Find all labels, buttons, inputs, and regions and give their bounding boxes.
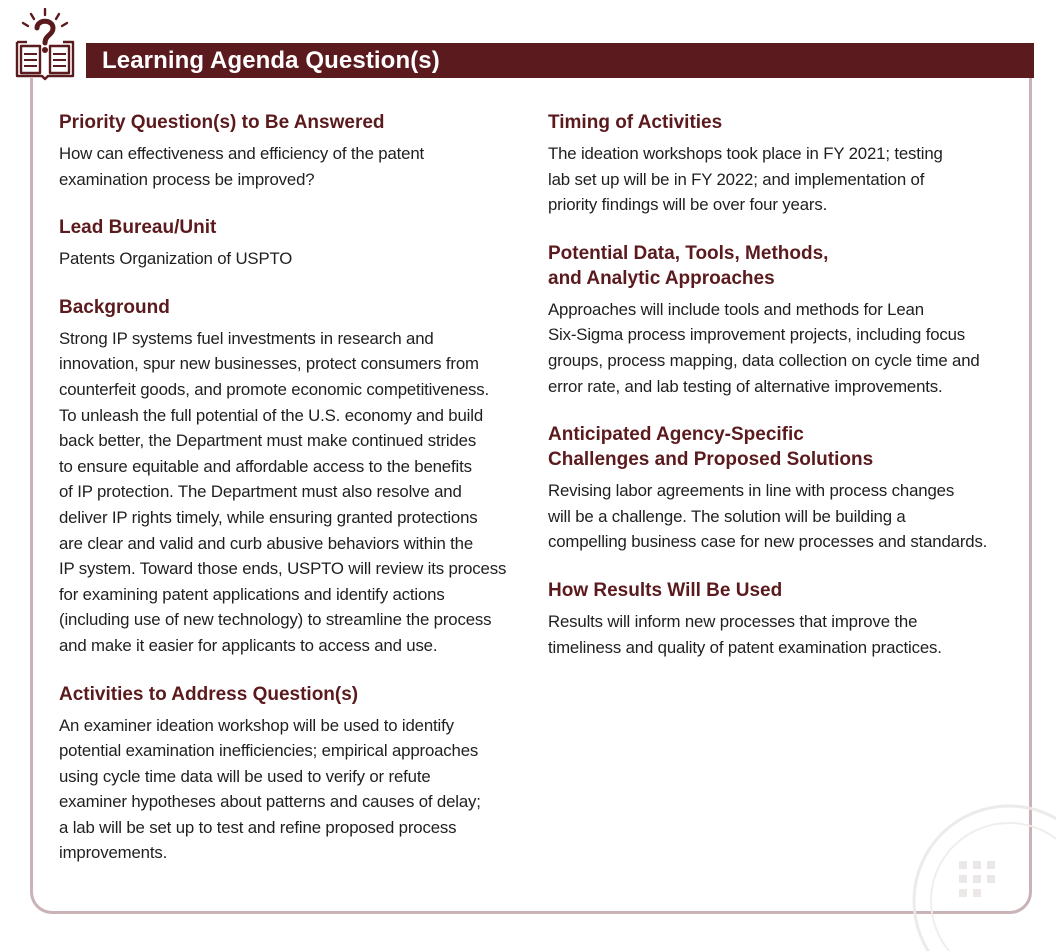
results-heading: How Results Will Be Used bbox=[548, 579, 783, 601]
timing-section bbox=[548, 110, 1018, 218]
section-header-bar bbox=[86, 43, 1034, 78]
data-tools-heading: Potential Data, Tools, Methods, and Analytic Approaches bbox=[548, 242, 829, 289]
background-section bbox=[59, 295, 519, 659]
activities-text: An examiner ideation workshop will be used to identify potential examination inefficiencies; empirical approaches using cycle time data will be used to verify or refute examiner hypotheses about patterns and causes of delay; a lab will be set up to test and refine proposed process improvements. bbox=[59, 715, 481, 863]
challenges-section bbox=[548, 422, 1018, 555]
challenges-text: Revising labor agreements in line with process changes will be a challenge. The solution will be building a compelling business case for new processes and standards. bbox=[548, 481, 988, 552]
section-title: Learning Agenda Question(s) bbox=[102, 47, 440, 74]
data-tools-section bbox=[548, 241, 1018, 399]
timing-text: The ideation workshops took place in FY 2021; testing lab set up will be in FY 2022; and implementation of priority findings will be over four years. bbox=[548, 144, 943, 215]
book-question-icon bbox=[12, 8, 78, 82]
right-column bbox=[548, 110, 1018, 683]
results-text: Results will inform new processes that improve the timeliness and quality of patent examination practices. bbox=[548, 611, 942, 657]
priority-question-section bbox=[59, 110, 519, 192]
data-tools-text: Approaches will include tools and methods for Lean Six-Sigma process improvement projects, including focus groups, process mapping, data collection on cycle time and error rate, and lab testing of alternative improvements. bbox=[548, 299, 980, 396]
priority-question-text: How can effectiveness and efficiency of the patent examination process be improved? bbox=[59, 144, 425, 189]
priority-question-heading: Priority Question(s) to Be Answered bbox=[59, 112, 385, 133]
timing-heading: Timing of Activities bbox=[548, 112, 723, 133]
background-heading: Background bbox=[59, 296, 170, 318]
lead-bureau-heading: Lead Bureau/Unit bbox=[59, 217, 217, 239]
lead-bureau-text: Patents Organization of USPTO bbox=[59, 249, 293, 269]
challenges-heading: Anticipated Agency-Specific Challenges and Proposed Solutions bbox=[548, 424, 874, 471]
results-section bbox=[548, 578, 1018, 660]
activities-heading: Activities to Address Question(s) bbox=[59, 683, 359, 705]
activities-section bbox=[59, 682, 519, 867]
watermark-decoration-icon bbox=[889, 781, 1056, 951]
background-text: Strong IP systems fuel investments in research and innovation, spur new businesses, protect consumers from counterfeit goods, and promote economic competitiveness. To unleash the full potential of the U.S. economy and build back better, the Department must make continued strides to ensure equitable and affordable access to the benefits of IP protection. The Department must also resolve and deliver IP rights timely, while ensuring granted protections are clear and valid and curb abusive behaviors within the IP system. Toward those ends, USPTO will review its process for examining patent applications and identify actions (including use of new technology) to streamline the process and make it easier for applicants to access and use. bbox=[59, 328, 507, 655]
lead-bureau-section bbox=[59, 215, 519, 272]
left-column bbox=[59, 110, 519, 889]
